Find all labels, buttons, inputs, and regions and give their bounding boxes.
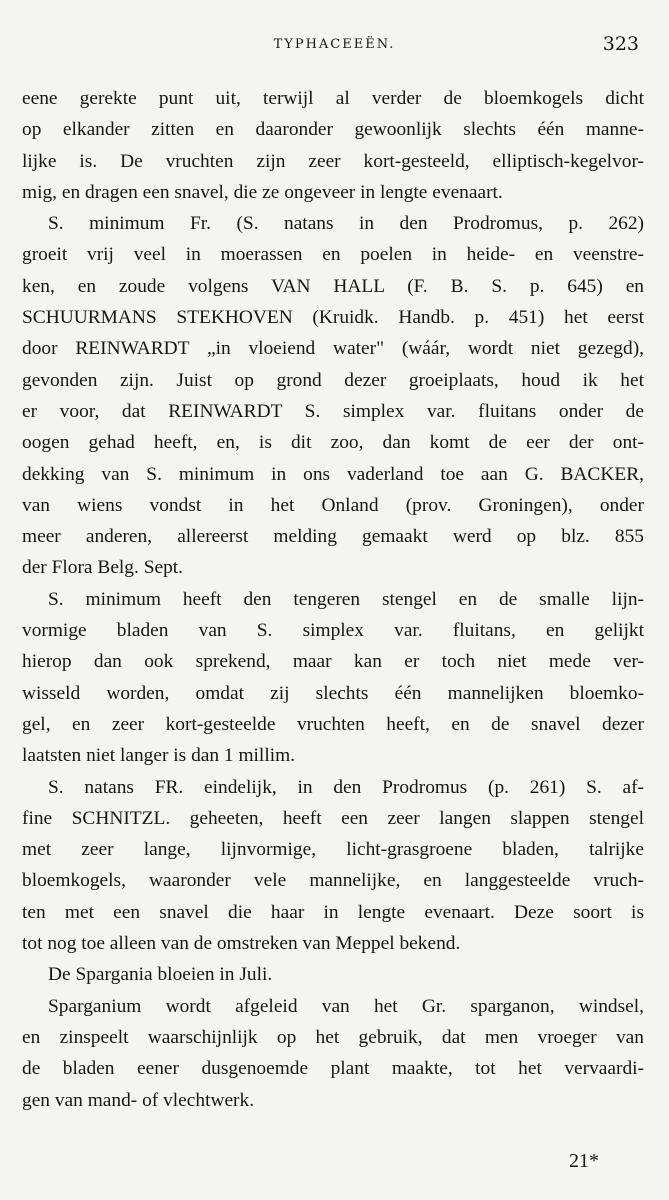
text-line: laatsten niet langer is dan 1 millim. [22, 745, 296, 767]
text-line: bloemkogels, waaronder vele mannelijke, en langgesteelde vruch- [22, 870, 644, 892]
text-line: met zeer lange, lijnvormige, licht-grasgroene bladen, talrijke [22, 839, 644, 861]
text-line: oogen gehad heeft, en, is dit zoo, dan komt de eer der ont- [22, 432, 644, 454]
text-line: der Flora Belg. Sept. [22, 557, 184, 579]
text-line: S. minimum heeft den tengeren stengel en de smalle lijn- [48, 588, 644, 610]
text-line: van wiens vondst in het Onland (prov. Groningen), onder [22, 494, 644, 516]
text-line: hierop dan ook sprekend, maar kan er toch niet mede ver- [22, 651, 644, 673]
text-line: ten met een snavel die haar in lengte evenaart. Deze soort is [22, 901, 644, 923]
text-line: Sparganium wordt afgeleid van het Gr. sparganon, windsel, [48, 995, 644, 1017]
text-line: op elkander zitten en daaronder gewoonlijk slechts één manne- [22, 119, 644, 141]
text-line: gevonden zijn. Juist op grond dezer groeiplaats, houd ik het [22, 369, 644, 391]
text-line: vormige bladen van S. simplex var. fluitans, en gelijkt [22, 620, 644, 642]
text-line: S. natans FR. eindelijk, in den Prodromus (p. 261) S. af- [48, 776, 644, 798]
text-line: tot nog toe alleen van de omstreken van Meppel bekend. [22, 933, 461, 955]
text-line: wisseld worden, omdat zij slechts één mannelijken bloemko- [22, 682, 644, 704]
text-line: er voor, dat REINWARDT S. simplex var. fluitans onder de [22, 400, 644, 422]
signature-mark: 21* [569, 1150, 599, 1172]
text-line: door REINWARDT „in vloeiend water" (wáár, wordt niet gezegd), [22, 338, 644, 360]
text-line: gel, en zeer kort-gesteelde vruchten heeft, en de snavel dezer [22, 713, 644, 735]
text-line: lijke is. De vruchten zijn zeer kort-gesteeld, elliptisch-kegelvor- [22, 150, 644, 172]
text-line: dekking van S. minimum in ons vaderland toe aan G. BACKER, [22, 463, 644, 485]
text-line: SCHUURMANS STEKHOVEN (Kruidk. Handb. p. 451) het eerst [22, 307, 644, 329]
running-title: TYPHACEEËN. [273, 37, 396, 52]
text-line: de bladen eener dusgenoemde plant maakte, tot het vervaardi- [22, 1058, 644, 1080]
text-line: S. minimum Fr. (S. natans in den Prodromus, p. 262) [48, 213, 644, 235]
text-line: gen van mand- of vlechtwerk. [22, 1089, 255, 1111]
text-line: mig, en dragen een snavel, die ze ongeveer in lengte evenaart. [22, 181, 503, 203]
page-number: 323 [602, 33, 639, 55]
body-text [22, 83, 644, 1116]
text-line: fine SCHNITZL. geheeten, heeft een zeer langen slappen stengel [22, 807, 644, 829]
text-line: De Spargania bloeien in Juli. [48, 964, 273, 986]
text-line: groeit vrij veel in moerassen en poelen in heide- en veenstre- [22, 244, 644, 266]
text-line: meer anderen, allereerst melding gemaakt werd op blz. 855 [22, 526, 644, 548]
text-line: ken, en zoude volgens VAN HALL (F. B. S. p. 645) en [22, 275, 644, 297]
text-line: en zinspeelt waarschijnlijk op het gebruik, dat men vroeger van [22, 1026, 644, 1048]
text-line: eene gerekte punt uit, terwijl al verder de bloemkogels dicht [22, 88, 644, 109]
